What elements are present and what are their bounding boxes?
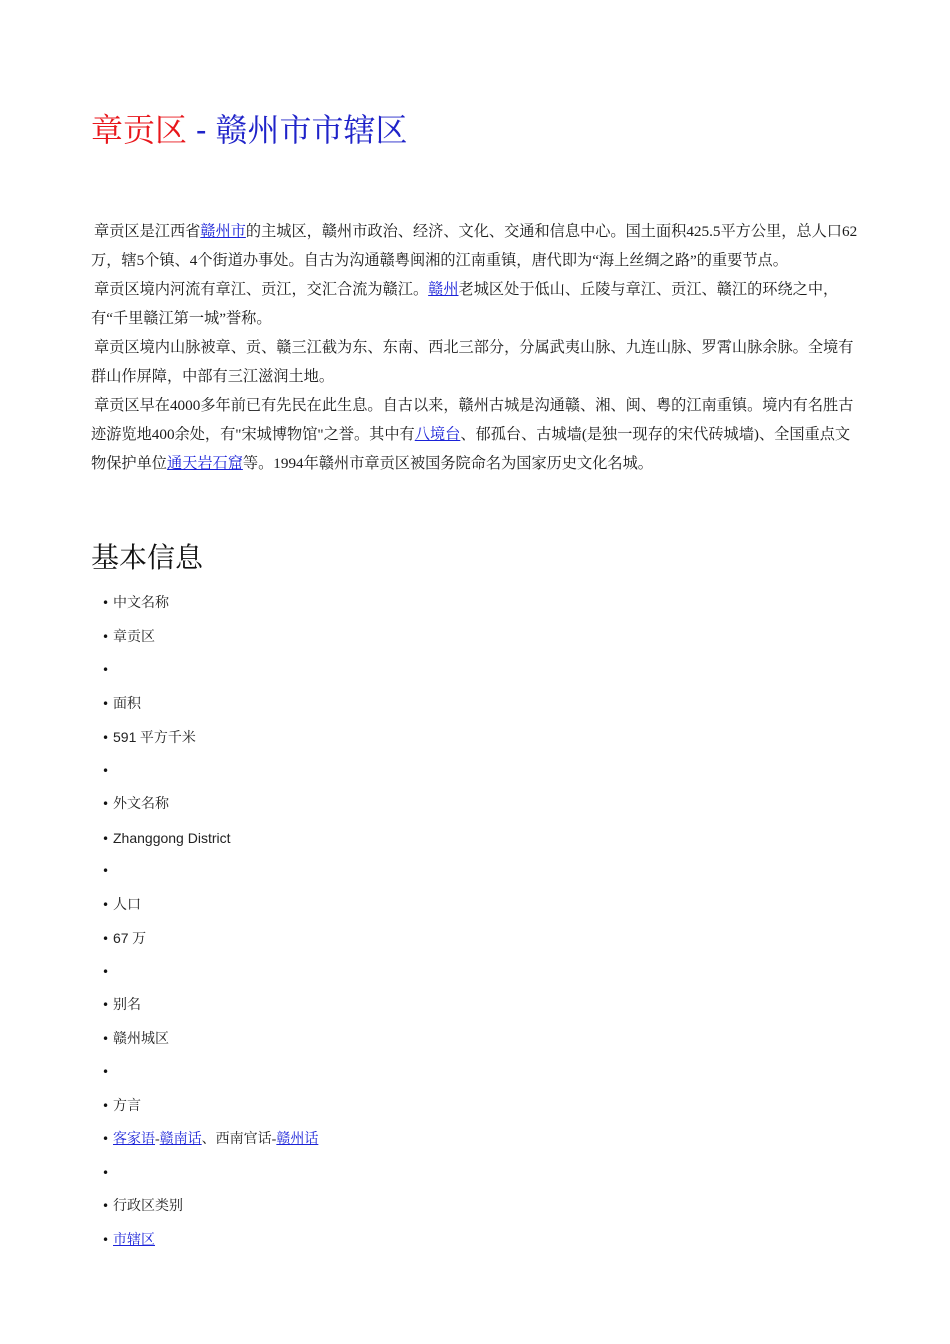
info-label: 方言 (113, 1098, 141, 1114)
intro-paragraph (91, 391, 861, 478)
list-item (102, 587, 318, 621)
intro-paragraph (91, 333, 861, 391)
list-item (102, 654, 318, 688)
section-heading-basic-info: 基本信息 (91, 541, 204, 574)
bullet-icon: • (102, 596, 110, 610)
intro-text (91, 217, 861, 478)
bullet-icon: • (102, 1031, 110, 1046)
link-ganzhou[interactable]: 赣州 (428, 281, 459, 298)
link-hakka[interactable]: 客家语 (113, 1132, 155, 1147)
list-item (102, 1190, 318, 1224)
bullet-icon: • (102, 831, 110, 846)
bullet-icon: • (102, 998, 110, 1012)
list-item (102, 688, 318, 722)
title-name: 章贡区 (91, 112, 188, 148)
info-value: 591 (113, 729, 137, 745)
text-run: 、西南官话- (201, 1132, 277, 1147)
bullet-icon: • (102, 731, 110, 745)
list-item (102, 1224, 318, 1258)
list-item (102, 1123, 318, 1157)
title-subtitle: 赣州市市辖区 (215, 112, 408, 148)
list-item (102, 989, 318, 1023)
info-label: 行政区类别 (113, 1199, 183, 1214)
info-label: 中文名称 (113, 596, 169, 611)
link-ganzhou-city[interactable]: 赣州市 (200, 223, 246, 240)
intro-paragraph (91, 275, 861, 333)
list-item (102, 721, 318, 755)
bullet-icon: • (102, 663, 110, 677)
list-item (102, 1157, 318, 1191)
bullet-icon: • (102, 696, 110, 711)
list-item (102, 621, 318, 655)
link-gannan-dialect[interactable]: 赣南话 (159, 1132, 202, 1147)
info-label: 外文名称 (113, 797, 169, 812)
bullet-icon: • (102, 1199, 110, 1213)
list-item (102, 1090, 318, 1124)
bullet-icon: • (102, 1232, 110, 1247)
link-bajingtai[interactable]: 八境台 (414, 426, 461, 443)
list-item (102, 889, 318, 923)
list-item (102, 855, 318, 889)
basic-info-list (102, 587, 318, 1257)
info-value: 章贡区 (113, 629, 155, 645)
text-run: 章贡区是江西省 (94, 223, 201, 240)
list-item (102, 1023, 318, 1057)
text-run: 章贡区境内河流有章江、贡江，交汇合流为赣江。 (94, 281, 429, 298)
bullet-icon: • (102, 864, 110, 878)
intro-paragraph (91, 217, 861, 275)
list-item (102, 1056, 318, 1090)
info-label: 面积 (113, 696, 141, 712)
text-run: 、郁孤台、古城墙(是独一现存的宋代砖城墙)、全国重点文物保护单位 (91, 426, 851, 472)
title-separator: - (187, 112, 216, 148)
bullet-icon: • (102, 1065, 110, 1079)
link-municipal-district[interactable]: 市辖区 (113, 1232, 155, 1248)
bullet-icon: • (102, 1098, 110, 1113)
list-item (102, 788, 318, 822)
bullet-icon: • (102, 1165, 110, 1180)
info-unit: 万 (128, 932, 147, 947)
link-ganzhou-dialect[interactable]: 赣州话 (276, 1132, 319, 1147)
list-item (102, 822, 318, 856)
text-run: 章贡区早在4000多年前已有先民在此生息。自古以来，赣州古城是沟通赣、湘、闽、粤的江南重镇。境内有名胜古迹游览地400余处，有"宋城博物馆"之誉。其中有 (91, 397, 854, 443)
bullet-icon: • (102, 897, 110, 912)
bullet-icon: • (102, 1132, 110, 1146)
list-item (102, 755, 318, 789)
text-run: 的主城区，赣州市政治、经济、文化、交通和信息中心。国土面积425.5平方公里，总人口62万，辖5个镇、4个街道办事处。自古为沟通赣粤闽湘的江南重镇，唐代即为“海上丝绸之路”的重要节点。 (91, 223, 858, 269)
list-item (102, 922, 318, 956)
bullet-icon: • (102, 797, 110, 811)
bullet-icon: • (102, 932, 110, 946)
info-value: 67 (113, 930, 129, 946)
link-tongtianyan[interactable]: 通天岩石窟 (166, 455, 243, 472)
info-label: 人口 (113, 897, 141, 913)
text-run: 老城区处于低山、丘陵与章江、贡江、赣江的环绕之中，有“千里赣江第一城”誉称。 (91, 281, 839, 327)
info-unit: 平方千米 (136, 731, 196, 746)
info-label: 别名 (113, 998, 141, 1013)
text-run: - (155, 1132, 160, 1147)
info-value: 赣州城区 (113, 1031, 169, 1047)
page-title (91, 108, 407, 152)
text-run: 章贡区境内山脉被章、贡、赣三江截为东、东南、西北三部分，分属武夷山脉、九连山脉、罗霄山脉余脉。全境有群山作屏障，中部有三江滋润土地。 (91, 339, 854, 385)
info-value: Zhanggong District (113, 829, 231, 846)
bullet-icon: • (102, 964, 110, 979)
bullet-icon: • (102, 763, 110, 778)
list-item (102, 956, 318, 990)
bullet-icon: • (102, 629, 110, 644)
text-run: 等。1994年赣州市章贡区被国务院命名为国家历史文化名城。 (242, 455, 653, 472)
